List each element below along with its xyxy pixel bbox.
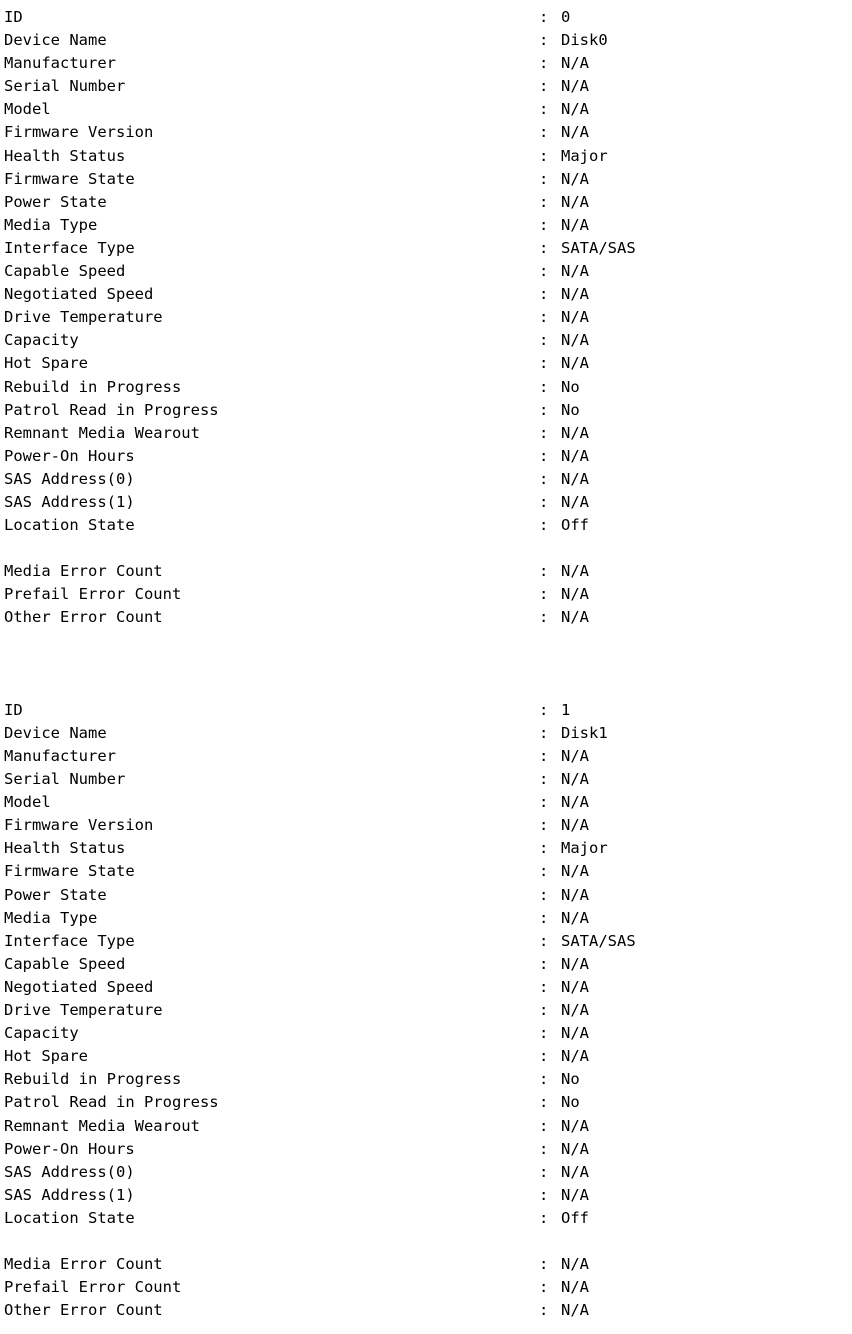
property-value: N/A — [561, 747, 589, 766]
property-label: Health Status — [4, 146, 126, 165]
property-label: Manufacturer — [4, 54, 116, 73]
property-row — [4, 699, 852, 722]
property-separator: : — [539, 1139, 549, 1158]
property-label: Capable Speed — [4, 954, 126, 973]
property-separator: : — [539, 215, 549, 234]
property-value: Disk0 — [561, 31, 608, 50]
property-separator: : — [539, 1024, 549, 1043]
property-row — [4, 837, 852, 860]
property-separator: : — [539, 146, 549, 165]
property-label: Prefail Error Count — [4, 1278, 182, 1297]
property-separator: : — [539, 700, 549, 719]
property-row — [4, 29, 852, 52]
property-value: N/A — [561, 885, 589, 904]
property-value: N/A — [561, 469, 589, 488]
property-separator: : — [539, 123, 549, 142]
property-row — [4, 768, 852, 791]
property-row — [4, 6, 852, 29]
property-value: N/A — [561, 977, 589, 996]
property-label: Power-On Hours — [4, 1139, 135, 1158]
property-label: Negotiated Speed — [4, 285, 154, 304]
property-row — [4, 514, 852, 537]
property-row — [4, 930, 852, 953]
property-value: N/A — [561, 1255, 589, 1274]
property-separator: : — [539, 169, 549, 188]
property-separator: : — [539, 77, 549, 96]
block-spacer — [4, 630, 852, 699]
property-value: 1 — [561, 700, 571, 719]
property-separator: : — [539, 585, 549, 604]
property-label: Firmware State — [4, 169, 135, 188]
property-value: No — [561, 1093, 580, 1112]
property-label: Device Name — [4, 31, 107, 50]
property-separator: : — [539, 308, 549, 327]
property-label: Rebuild in Progress — [4, 377, 182, 396]
property-label: Capacity — [4, 331, 79, 350]
property-value: N/A — [561, 816, 589, 835]
property-label: Negotiated Speed — [4, 977, 154, 996]
property-value: N/A — [561, 1139, 589, 1158]
property-row — [4, 98, 852, 121]
property-row — [4, 52, 852, 75]
property-label: Other Error Count — [4, 608, 163, 627]
property-row — [4, 260, 852, 283]
property-row — [4, 745, 852, 768]
property-label: Model — [4, 100, 51, 119]
property-label: Interface Type — [4, 238, 135, 257]
property-separator: : — [539, 423, 549, 442]
property-row — [4, 722, 852, 745]
property-value: Major — [561, 839, 608, 858]
property-value: N/A — [561, 1162, 589, 1181]
property-label: Capable Speed — [4, 262, 126, 281]
property-separator: : — [539, 354, 549, 373]
property-label: Drive Temperature — [4, 308, 163, 327]
property-label: Patrol Read in Progress — [4, 400, 219, 419]
property-separator: : — [539, 770, 549, 789]
property-row — [4, 1138, 852, 1161]
property-row — [4, 191, 852, 214]
property-label: Drive Temperature — [4, 1001, 163, 1020]
property-label: Health Status — [4, 839, 126, 858]
property-row — [4, 168, 852, 191]
property-row — [4, 976, 852, 999]
property-value: 0 — [561, 8, 571, 26]
property-separator: : — [539, 1278, 549, 1297]
property-value: SATA/SAS — [561, 238, 636, 257]
property-row — [4, 1115, 852, 1138]
disk-1-block — [4, 699, 852, 1323]
property-value: No — [561, 377, 580, 396]
property-label: Power State — [4, 192, 107, 211]
property-separator: : — [539, 1208, 549, 1227]
property-row — [4, 376, 852, 399]
property-separator: : — [539, 1162, 549, 1181]
property-row — [4, 75, 852, 98]
property-label: SAS Address(1) — [4, 1185, 135, 1204]
disk-0-primary — [4, 6, 852, 537]
property-label: Serial Number — [4, 770, 126, 789]
property-value: N/A — [561, 492, 589, 511]
property-label: Location State — [4, 516, 135, 535]
property-separator: : — [539, 1001, 549, 1020]
property-value: N/A — [561, 331, 589, 350]
property-separator: : — [539, 931, 549, 950]
property-row — [4, 1253, 852, 1276]
property-label: Power State — [4, 885, 107, 904]
property-value: N/A — [561, 862, 589, 881]
property-separator: : — [539, 469, 549, 488]
property-row — [4, 583, 852, 606]
property-row — [4, 884, 852, 907]
property-label: Other Error Count — [4, 1301, 163, 1320]
property-separator: : — [539, 747, 549, 766]
property-separator: : — [539, 377, 549, 396]
property-row — [4, 1184, 852, 1207]
property-label: Firmware Version — [4, 123, 154, 142]
property-row — [4, 1022, 852, 1045]
property-label: Hot Spare — [4, 354, 88, 373]
property-label: Rebuild in Progress — [4, 1070, 182, 1089]
property-value: N/A — [561, 215, 589, 234]
property-row — [4, 791, 852, 814]
property-value: N/A — [561, 1278, 589, 1297]
property-row — [4, 560, 852, 583]
property-separator: : — [539, 816, 549, 835]
property-separator: : — [539, 1047, 549, 1066]
property-label: Location State — [4, 1208, 135, 1227]
property-separator: : — [539, 331, 549, 350]
property-label: Device Name — [4, 723, 107, 742]
property-separator: : — [539, 400, 549, 419]
disk-0-block — [4, 6, 852, 630]
property-separator: : — [539, 238, 549, 257]
property-value: N/A — [561, 793, 589, 812]
property-label: Hot Spare — [4, 1047, 88, 1066]
property-value: N/A — [561, 1301, 589, 1320]
property-row — [4, 606, 852, 629]
property-separator: : — [539, 954, 549, 973]
property-separator: : — [539, 885, 549, 904]
property-row — [4, 1299, 852, 1322]
property-row — [4, 1207, 852, 1230]
property-label: SAS Address(0) — [4, 1162, 135, 1181]
property-row — [4, 1068, 852, 1091]
property-label: Media Type — [4, 215, 98, 234]
property-row — [4, 306, 852, 329]
property-separator: : — [539, 8, 549, 26]
property-row — [4, 953, 852, 976]
property-row — [4, 860, 852, 883]
property-value: N/A — [561, 585, 589, 604]
property-label: Patrol Read in Progress — [4, 1093, 219, 1112]
property-separator: : — [539, 516, 549, 535]
property-value: N/A — [561, 954, 589, 973]
property-separator: : — [539, 793, 549, 812]
property-row — [4, 468, 852, 491]
property-row — [4, 352, 852, 375]
property-value: N/A — [561, 562, 589, 581]
property-value: N/A — [561, 77, 589, 96]
property-separator: : — [539, 977, 549, 996]
property-value: N/A — [561, 1001, 589, 1020]
property-value: N/A — [561, 169, 589, 188]
property-row — [4, 907, 852, 930]
property-value: N/A — [561, 423, 589, 442]
disk-info-content — [4, 6, 852, 1322]
property-separator: : — [539, 192, 549, 211]
property-value: No — [561, 1070, 580, 1089]
property-row — [4, 1276, 852, 1299]
property-label: SAS Address(1) — [4, 492, 135, 511]
property-value: N/A — [561, 262, 589, 281]
property-separator: : — [539, 54, 549, 73]
disk-0-error-counts — [4, 560, 852, 629]
property-value: No — [561, 400, 580, 419]
property-value: Major — [561, 146, 608, 165]
property-label: Model — [4, 793, 51, 812]
property-label: Remnant Media Wearout — [4, 423, 200, 442]
property-value: N/A — [561, 354, 589, 373]
property-value: N/A — [561, 446, 589, 465]
property-row — [4, 329, 852, 352]
property-row — [4, 1091, 852, 1114]
property-separator: : — [539, 908, 549, 927]
property-label: SAS Address(0) — [4, 469, 135, 488]
property-separator: : — [539, 608, 549, 627]
property-label: ID — [4, 700, 23, 719]
property-separator: : — [539, 285, 549, 304]
property-label: Media Type — [4, 908, 98, 927]
property-value: N/A — [561, 908, 589, 927]
disk-1-primary — [4, 699, 852, 1230]
property-value: N/A — [561, 1116, 589, 1135]
property-value: N/A — [561, 770, 589, 789]
property-value: Off — [561, 516, 589, 535]
property-label: Interface Type — [4, 931, 135, 950]
property-row — [4, 814, 852, 837]
property-row — [4, 214, 852, 237]
property-row — [4, 399, 852, 422]
property-label: Firmware State — [4, 862, 135, 881]
property-separator: : — [539, 262, 549, 281]
disk-1-error-counts — [4, 1253, 852, 1322]
property-separator: : — [539, 31, 549, 50]
property-value: N/A — [561, 100, 589, 119]
property-row — [4, 237, 852, 260]
property-row — [4, 491, 852, 514]
property-value: N/A — [561, 123, 589, 142]
property-separator: : — [539, 100, 549, 119]
property-separator: : — [539, 562, 549, 581]
property-separator: : — [539, 1255, 549, 1274]
property-row — [4, 1161, 852, 1184]
property-value: N/A — [561, 192, 589, 211]
property-value: Disk1 — [561, 723, 608, 742]
property-row — [4, 283, 852, 306]
property-separator: : — [539, 723, 549, 742]
property-row — [4, 121, 852, 144]
property-row — [4, 445, 852, 468]
property-label: Media Error Count — [4, 562, 163, 581]
property-value: N/A — [561, 285, 589, 304]
property-value: N/A — [561, 54, 589, 73]
property-row — [4, 422, 852, 445]
property-separator: : — [539, 1185, 549, 1204]
property-label: ID — [4, 8, 23, 26]
property-row — [4, 1045, 852, 1068]
property-value: N/A — [561, 1047, 589, 1066]
property-value: N/A — [561, 608, 589, 627]
property-separator: : — [539, 1070, 549, 1089]
property-value: N/A — [561, 308, 589, 327]
property-separator: : — [539, 1093, 549, 1112]
property-separator: : — [539, 839, 549, 858]
property-value: Off — [561, 1208, 589, 1227]
property-label: Firmware Version — [4, 816, 154, 835]
property-separator: : — [539, 862, 549, 881]
group-spacer — [4, 1230, 852, 1253]
property-row — [4, 145, 852, 168]
property-value: SATA/SAS — [561, 931, 636, 950]
property-label: Prefail Error Count — [4, 585, 182, 604]
property-label: Media Error Count — [4, 1255, 163, 1274]
property-separator: : — [539, 1116, 549, 1135]
property-separator: : — [539, 492, 549, 511]
property-row — [4, 999, 852, 1022]
property-separator: : — [539, 1301, 549, 1320]
group-spacer — [4, 537, 852, 560]
property-separator: : — [539, 446, 549, 465]
property-label: Capacity — [4, 1024, 79, 1043]
property-label: Serial Number — [4, 77, 126, 96]
property-value: N/A — [561, 1185, 589, 1204]
property-value: N/A — [561, 1024, 589, 1043]
property-label: Power-On Hours — [4, 446, 135, 465]
property-label: Manufacturer — [4, 747, 116, 766]
property-label: Remnant Media Wearout — [4, 1116, 200, 1135]
